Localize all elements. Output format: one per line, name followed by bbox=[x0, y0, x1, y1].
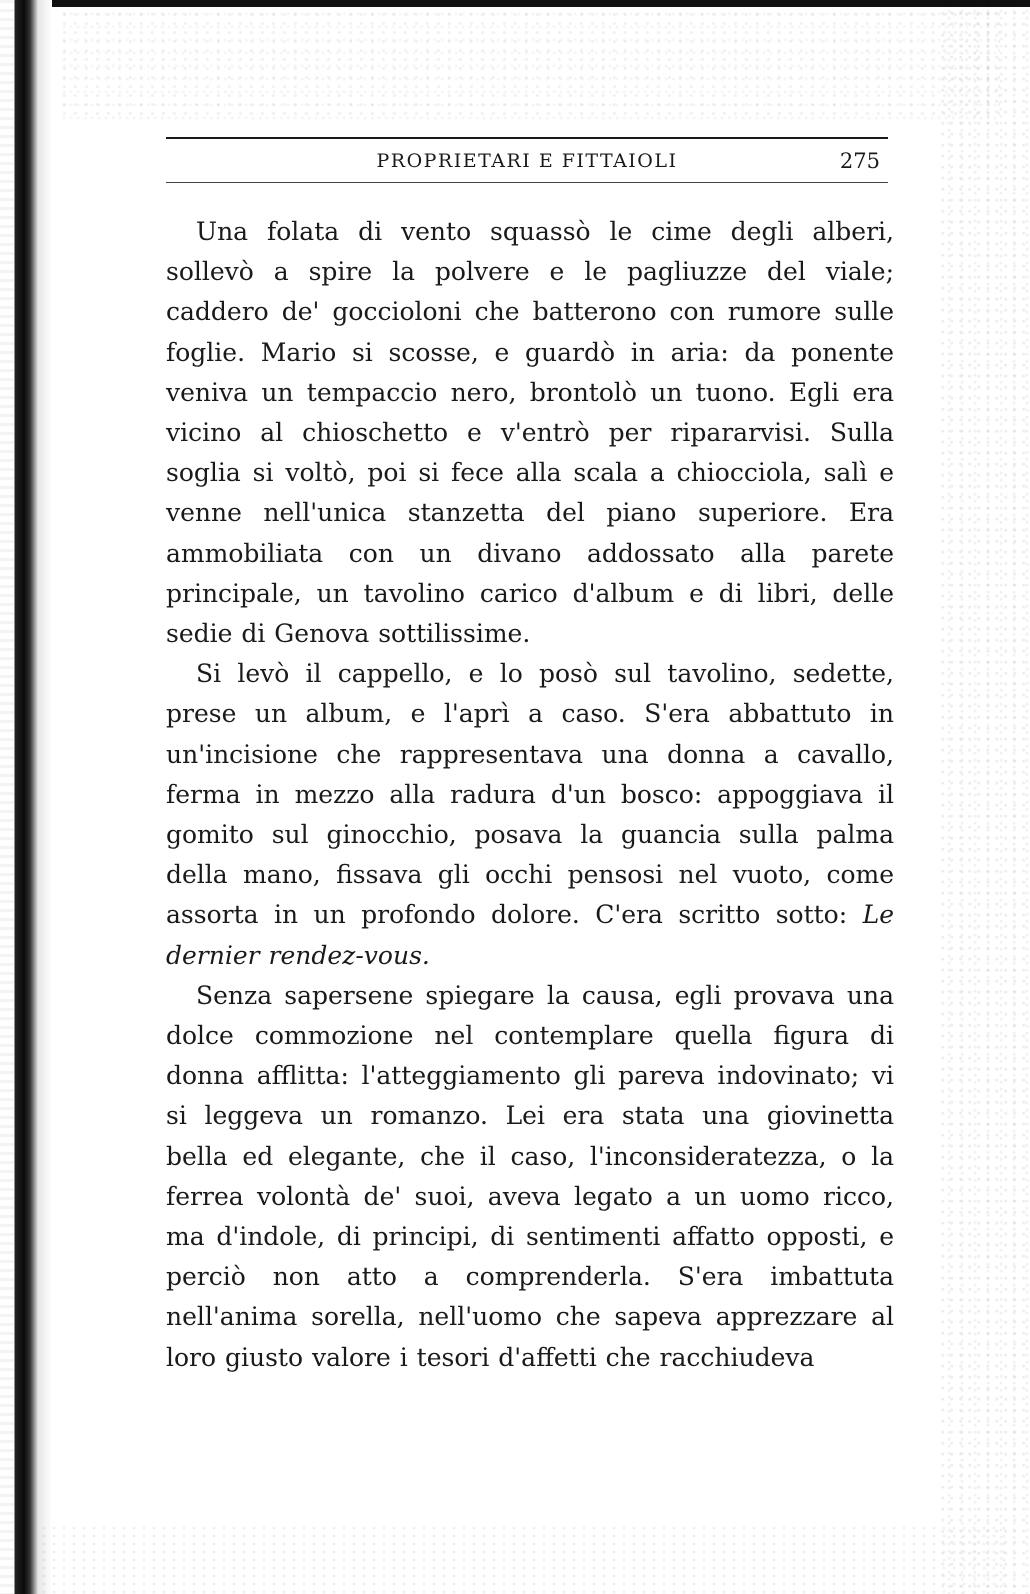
text-body bbox=[166, 212, 894, 1378]
paragraph-text: Senza sapersene spiegare la causa, egli provava una dolce commozione nel contemplare quella figura di donna afflitta: l'atteggiamento gli pareva indovinato; vi si leggeva un romanzo. Lei era stata una giovinetta bella ed elegante, che il caso, l'inconsideratezza, o la ferrea volontà de' suoi, aveva legato a un uomo ricco, ma d'indole, di principi, di sentimenti affatto opposti, e perciò non atto a comprenderla. S'era imbattuta nell'anima sorella, nell'uomo che sapeva apprezzare al loro giusto valore i tesori d'affetti che racchiudeva bbox=[166, 980, 894, 1372]
running-header bbox=[166, 146, 888, 176]
scan-noise-right bbox=[940, 0, 1030, 1594]
book-spine-shadow bbox=[0, 0, 52, 1594]
paragraph bbox=[166, 654, 894, 976]
page-number: 275 bbox=[839, 149, 880, 173]
paragraph-text: Si levò il cappello, e lo posò sul tavolino, sedette, prese un album, e l'aprì a caso. S'era abbattuto in un'incisione che rappresentava una donna a cavallo, ferma in mezzo alla radura d'un bosco: appoggiava il gomito sul ginocchio, posava la guancia sulla palma della mano, fissava gli occhi pensosi nel vuoto, come assorta in un profondo dolore. C'era scritto sotto: bbox=[166, 659, 894, 930]
page-top-edge bbox=[0, 0, 1030, 7]
header-rule-top bbox=[166, 137, 888, 139]
paragraph-text: Una folata di vento squassò le cime degli alberi, sollevò a spire la polvere e le pagliuzze del viale; caddero de' goccioloni che batterono con rumore sulle foglie. Mario si scosse, e guardò in aria: da ponente veniva un tempaccio nero, brontolò un tuono. Egli era vicino al chioschetto e v'entrò per ripararvisi. Sulla soglia si voltò, poi si fece alla scala a chiocciola, salì e venne nell'unica stanzetta del piano superiore. Era ammobiliata con un divano addossato alla parete principale, un tavolino carico d'album e di libri, delle sedie di Genova sottilissime. bbox=[166, 217, 894, 649]
running-title: PROPRIETARI E FITTAIOLI bbox=[376, 150, 678, 172]
paragraph bbox=[166, 212, 894, 654]
header-rule-bottom bbox=[166, 182, 888, 183]
italic-caption-text: Le dernier rendez-vous. bbox=[166, 900, 894, 970]
paragraph bbox=[166, 976, 894, 1378]
scan-noise-top bbox=[60, 10, 1000, 120]
scan-noise-bottom bbox=[40, 1524, 1010, 1594]
